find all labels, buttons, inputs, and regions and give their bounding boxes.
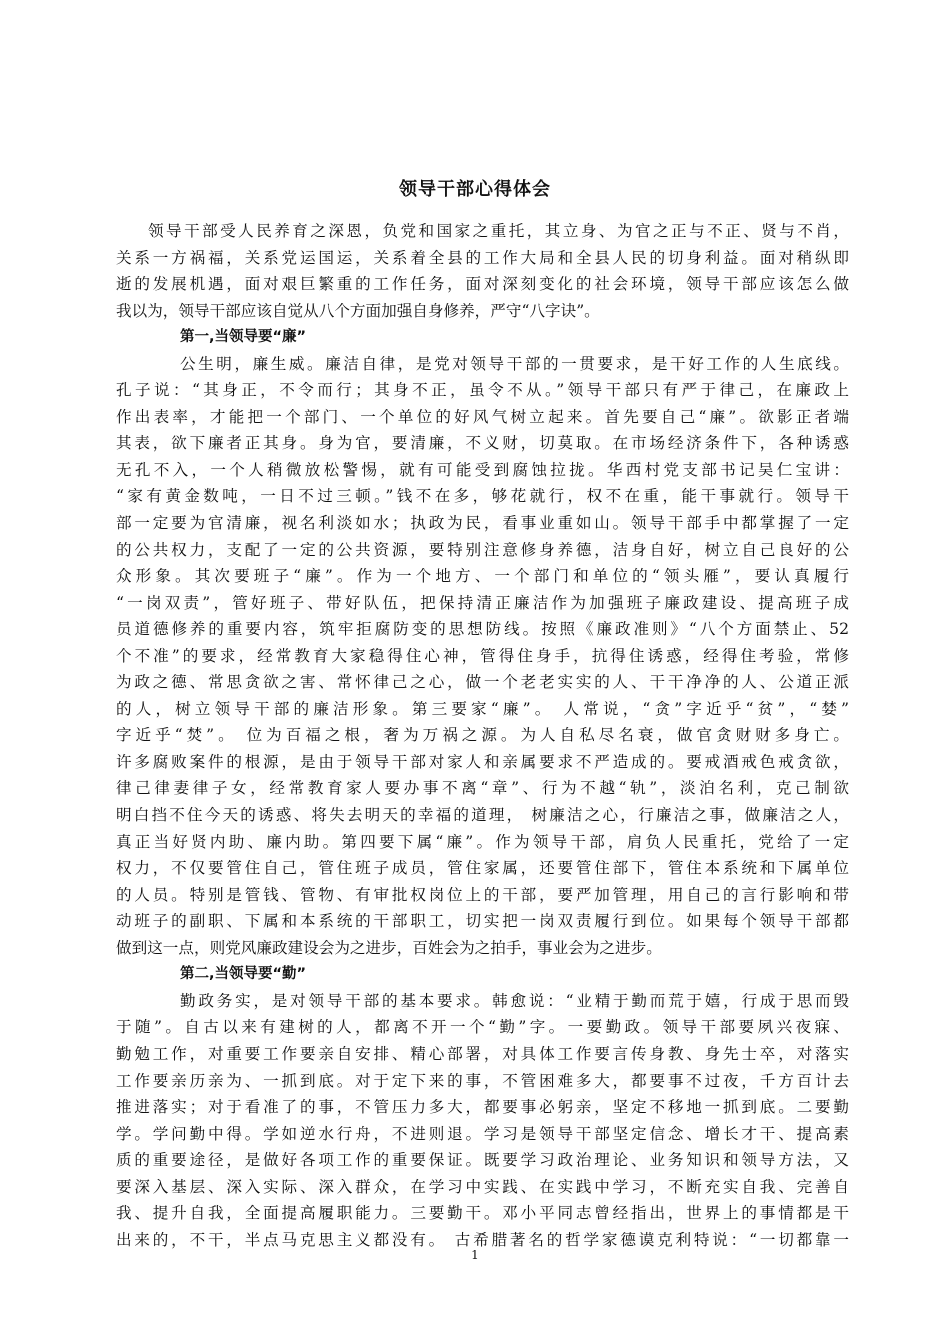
text-line: 其表，欲下廉者正其身。身为官，要清廉，不义财，切莫取。在市场经济条件下，各种诱惑 (116, 434, 849, 453)
text-line: 学。学问勤中得。学如逆水行舟，不进则退。学习是领导干部坚定信念、增长才干、提高素 (116, 1124, 849, 1143)
text-line: 勤勉工作，对重要工作要亲自安排、精心部署，对具体工作要言传身教、身先士卒，对落实 (116, 1044, 849, 1063)
section-heading: 第二,当领导要“勤” (180, 966, 307, 983)
text-line: 质的重要途径，是做好各项工作的重要保证。既要学习政治理论、业务知识和领导方法，又 (116, 1151, 849, 1170)
text-line: 公生明，廉生威。廉洁自律，是党对领导干部的一贯要求，是干好工作的人生底线。 (180, 354, 849, 373)
text-line: 真正当好贤内助、廉内助。第四要下属“廉”。作为领导干部，肩负人民重托，党给了一定 (116, 832, 849, 851)
text-line: 作出表率，才能把一个部门、一个单位的好风气树立起来。首先要自己“廉”。欲影正者端 (116, 407, 849, 426)
text-line: 许多腐败案件的根源，是由于领导干部对家人和亲属要求不严造成的。要戒酒戒色戒贪欲， (116, 752, 849, 771)
text-line: 领导干部受人民养育之深恩，负党和国家之重托，其立身、为官之正与不正、贤与不肖， (148, 222, 849, 240)
text-line: 字近乎“焚”。 位为百福之根，奢为万祸之源。为人自私尽名衰，做官贪财财多身亡。 (116, 726, 849, 745)
section-heading: 第一,当领导要“廉” (180, 329, 307, 346)
text-line: 逝的发展机遇，面对艰巨繁重的工作任务，面对深刻变化的社会环境，领导干部应该怎么做 (116, 275, 849, 294)
text-line: 工作要亲历亲为、一抓到底。对于定下来的事，不管困难多大，都要事不过夜，千方百计去 (116, 1071, 849, 1090)
text-line: 勤政务实，是对领导干部的基本要求。韩愈说：“业精于勤而荒于嬉，行成于思而毁 (180, 991, 849, 1010)
text-line: “一岗双责”，管好班子、带好队伍，把保持清正廉洁作为加强班子廉政建设、提高班子成 (116, 593, 849, 612)
text-line: 要深入基层、深入实际、深入群众，在学习中实践、在实践中学习，不断充实自我、完善自 (116, 1177, 849, 1196)
text-line: 做到这一点，则党风廉政建设会为之进步，百姓会为之拍手，事业会为之进步。 (116, 938, 662, 957)
text-line: 部一定要为官清廉，视名利淡如水；执政为民，看事业重如山。领导干部手中都掌握了一定 (116, 514, 849, 533)
text-line: “家有黄金数吨，一日不过三顿。”钱不在多，够花就行，权不在重，能干事就行。领导干 (116, 487, 849, 506)
text-line: 我以为，领导干部应该自觉从八个方面加强自身修养，严守“八字诀”。 (116, 301, 600, 320)
text-line: 员道德修养的重要内容，筑牢拒腐防变的思想防线。按照《廉政准则》“八个方面禁止、52 (116, 620, 849, 639)
text-line: 出来的，不干，半点马克思主义都没有。 古希腊著名的哲学家德谟克利特说：“一切都靠一 (116, 1230, 849, 1249)
text-line: 我、提升自我，全面提高履职能力。三要勤干。邓小平同志曾经指出，世界上的事情都是干 (116, 1204, 849, 1223)
text-line: 律己律妻律子女，经常教育家人要办事不离“章”、行为不越“轨”，淡泊名利，克己制欲 (116, 779, 849, 798)
text-line: 的公共权力，支配了一定的公共资源，要特别注意修身养德，洁身自好，树立自己良好的公 (116, 540, 849, 559)
page-number: 1 (471, 1248, 479, 1262)
text-line: 为政之德、常思贪欲之害、常怀律己之心，做一个老老实实的人、干干净净的人、公道正派 (116, 673, 849, 692)
text-line: 明白挡不住今天的诱惑、将失去明天的幸福的道理， 树廉洁之心，行廉洁之事，做廉洁之人， (116, 806, 849, 825)
text-line: 个不准”的要求，经常教育大家稳得住心神，管得住身手，抗得住诱惑，经得住考验，常修 (116, 646, 849, 665)
document-body (116, 218, 849, 1253)
text-line: 于随”。自古以来有建树的人，都离不开一个“勤”字。一要勤政。领导干部要夙兴夜寐、 (116, 1018, 849, 1037)
text-line: 推进落实；对于看准了的事，不管压力多大，都要事必躬亲，坚定不移地一抓到底。二要勤 (116, 1098, 849, 1117)
text-line: 权力，不仅要管住自己，管住班子成员，管住家属，还要管住部下，管住本系统和下属单位 (116, 859, 849, 878)
text-line: 关系一方祸福，关系党运国运，关系着全县的工作大局和全县人民的切身利益。面对稍纵即 (116, 248, 849, 267)
text-line: 孔子说：“其身正，不令而行；其身不正，虽令不从。”领导干部只有严于律己，在廉政上 (116, 381, 849, 400)
text-line: 的人，树立领导干部的廉洁形象。第三要家“廉”。 人常说，“贪”字近乎“贫”，“婪” (116, 699, 849, 718)
text-line: 众形象。其次要班子“廉”。作为一个地方、一个部门和单位的“领头雁”，要认真履行 (116, 567, 849, 586)
text-line: 的人员。特别是管钱、管物、有审批权岗位上的干部，要严加管理，用自己的言行影响和带 (116, 885, 849, 904)
text-line: 动班子的副职、下属和本系统的干部职工，切实把一岗双责履行到位。如果每个领导干部都 (116, 912, 849, 931)
text-line: 无孔不入，一个人稍微放松警惕，就有可能受到腐蚀拉拢。华西村党支部书记吴仁宝讲： (116, 460, 849, 479)
page-title: 领导干部心得体会 (399, 179, 551, 200)
